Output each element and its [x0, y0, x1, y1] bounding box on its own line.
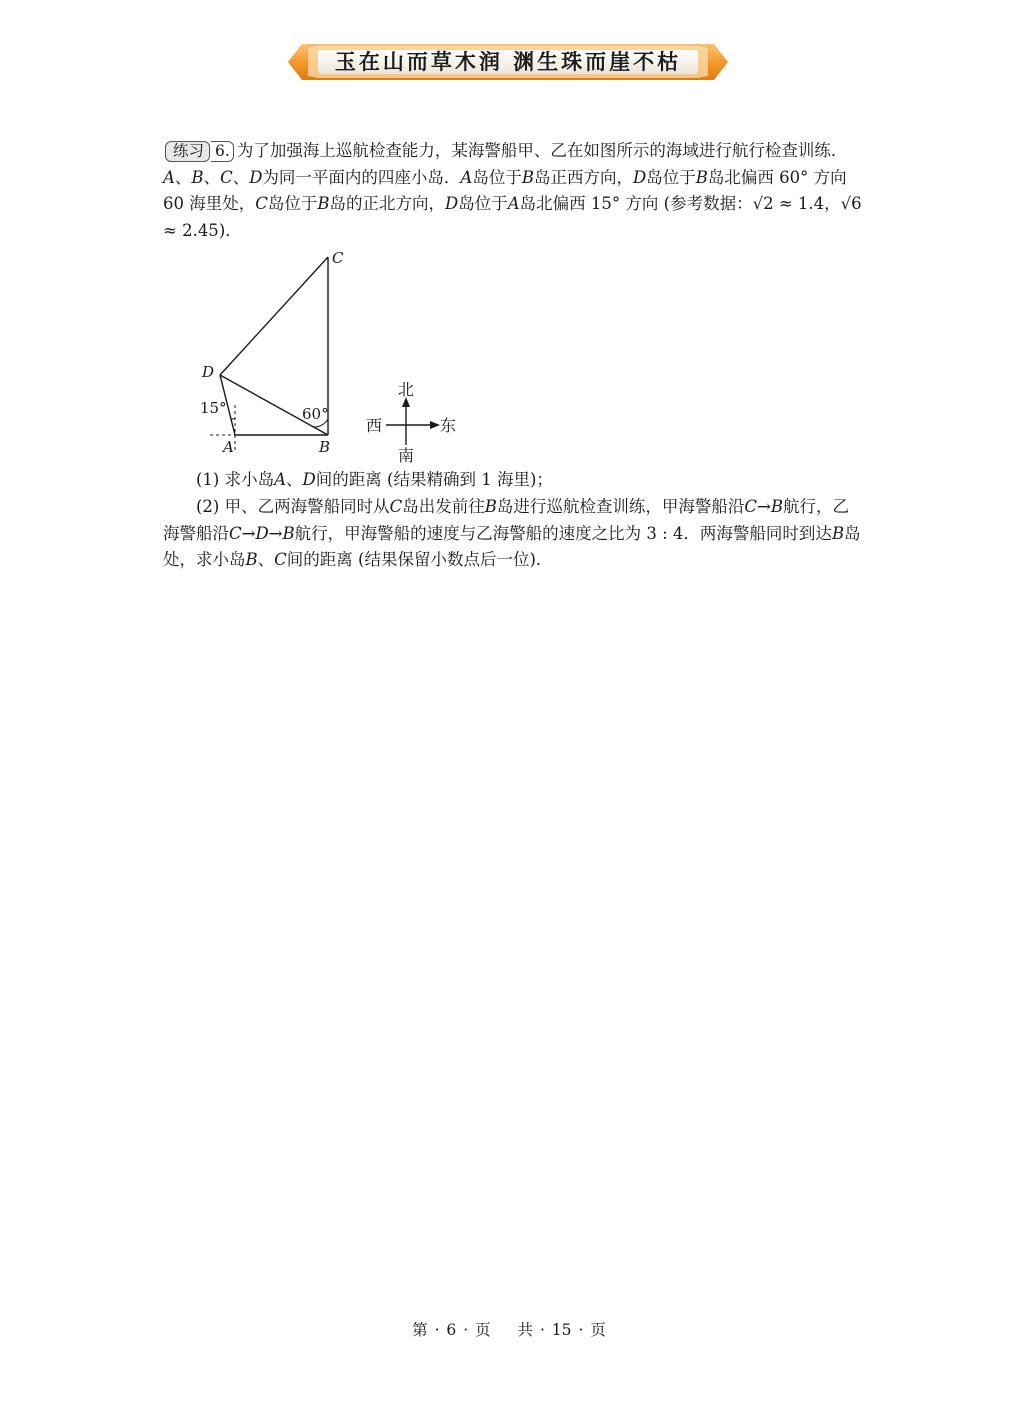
- q2-text: 岛出发前往: [402, 497, 485, 516]
- problem-intro: [163, 138, 863, 244]
- intro-text: 岛位于: [472, 167, 522, 187]
- q2-text: 岛进行巡航检查训练，甲海警船沿: [496, 497, 745, 516]
- intro-text: 岛北偏西 60° 方向 60 海里处，: [163, 167, 847, 213]
- var-D: D: [249, 167, 263, 187]
- page-total: 共 · 15 · 页: [517, 1321, 606, 1339]
- q1-text: 间的距离 (结果精确到 1 海里)；: [315, 470, 553, 489]
- var-B: B: [521, 167, 534, 187]
- q1-text: 、: [286, 470, 303, 489]
- compass-south-label: 南: [398, 446, 415, 465]
- var-B: B: [484, 497, 497, 516]
- angle-label-B: 60°: [302, 405, 329, 423]
- intro-text: 岛正西方向，: [533, 167, 633, 187]
- var-C: C: [255, 194, 268, 213]
- q2-text: 、: [257, 550, 275, 569]
- page-footer: [0, 1318, 1018, 1340]
- q1-text: (1) 求小岛: [196, 470, 275, 489]
- header-banner: [288, 42, 728, 82]
- var-A: A: [274, 470, 287, 489]
- label-B: B: [319, 438, 331, 456]
- var-C: C: [389, 497, 403, 516]
- var-A: A: [460, 167, 473, 187]
- q2-text: 航行，乙海警船沿: [163, 497, 849, 543]
- east-arrow-icon: [430, 421, 440, 429]
- var-B: B: [317, 194, 330, 213]
- header-motto: 玉在山而草木润 渊生珠而崖不枯: [334, 49, 682, 74]
- compass-west-label: 西: [366, 416, 383, 435]
- page-number: 第 · 6 · 页: [412, 1321, 491, 1339]
- q2-text: (2) 甲、乙两海警船同时从: [196, 497, 390, 516]
- label-C: C: [332, 249, 344, 267]
- intro-text: )．: [218, 220, 242, 240]
- route-C-D-B: C→D→B: [229, 523, 295, 543]
- var-D: D: [302, 470, 316, 489]
- var-B: B: [695, 167, 708, 187]
- var-C: C: [274, 550, 287, 569]
- intro-text: 为同一平面内的四座小岛．: [262, 167, 461, 187]
- var-B: B: [245, 550, 258, 569]
- segment-CD: [220, 257, 328, 375]
- compass-east-label: 东: [440, 416, 457, 435]
- practice-tag: 练习: [165, 141, 210, 162]
- intro-text: 岛位于: [646, 167, 696, 187]
- var-A: A: [507, 194, 520, 213]
- question-part-2: [163, 494, 863, 574]
- angle-label-A: 15°: [200, 399, 227, 417]
- var-B: B: [831, 523, 845, 543]
- label-D: D: [202, 363, 215, 381]
- q2-text: 间的距离 (结果保留小数点后一位)．: [286, 550, 553, 569]
- var-D: D: [632, 167, 647, 187]
- intro-text: 岛的正北方向，: [329, 194, 446, 213]
- route-C-B: C→B: [744, 497, 783, 516]
- intro-text: 岛位于: [458, 194, 508, 213]
- q2-text: 岛处，求小岛: [163, 523, 861, 569]
- var-C: C: [220, 167, 233, 187]
- label-A: A: [223, 438, 234, 456]
- question-number: 6.: [211, 141, 234, 162]
- q2-text: 航行，甲海警船的速度与乙海警船的速度之比为 3 : 4．两海警船同时到达: [294, 523, 832, 543]
- intro-text: 为了加强海上巡航检查能力，某海警船甲、乙在如图所示的海域进行航行检查训练．: [236, 141, 848, 160]
- reference-data: √2 ≈ 1.4，√6 ≈ 2.45: [163, 194, 862, 240]
- compass-north-label: 北: [398, 380, 415, 399]
- question-part-1: [163, 467, 863, 494]
- geometry-figure: [190, 245, 470, 470]
- intro-text: 、: [174, 167, 192, 187]
- compass-icon: [386, 403, 434, 445]
- var-D: D: [445, 194, 459, 213]
- var-A: A: [163, 167, 175, 187]
- intro-text: 岛北偏西 15° 方向 (参考数据：: [519, 194, 753, 213]
- intro-text: 、: [203, 167, 221, 187]
- intro-text: 、: [232, 167, 250, 187]
- var-B: B: [191, 167, 204, 187]
- intro-text: 岛位于: [267, 194, 318, 213]
